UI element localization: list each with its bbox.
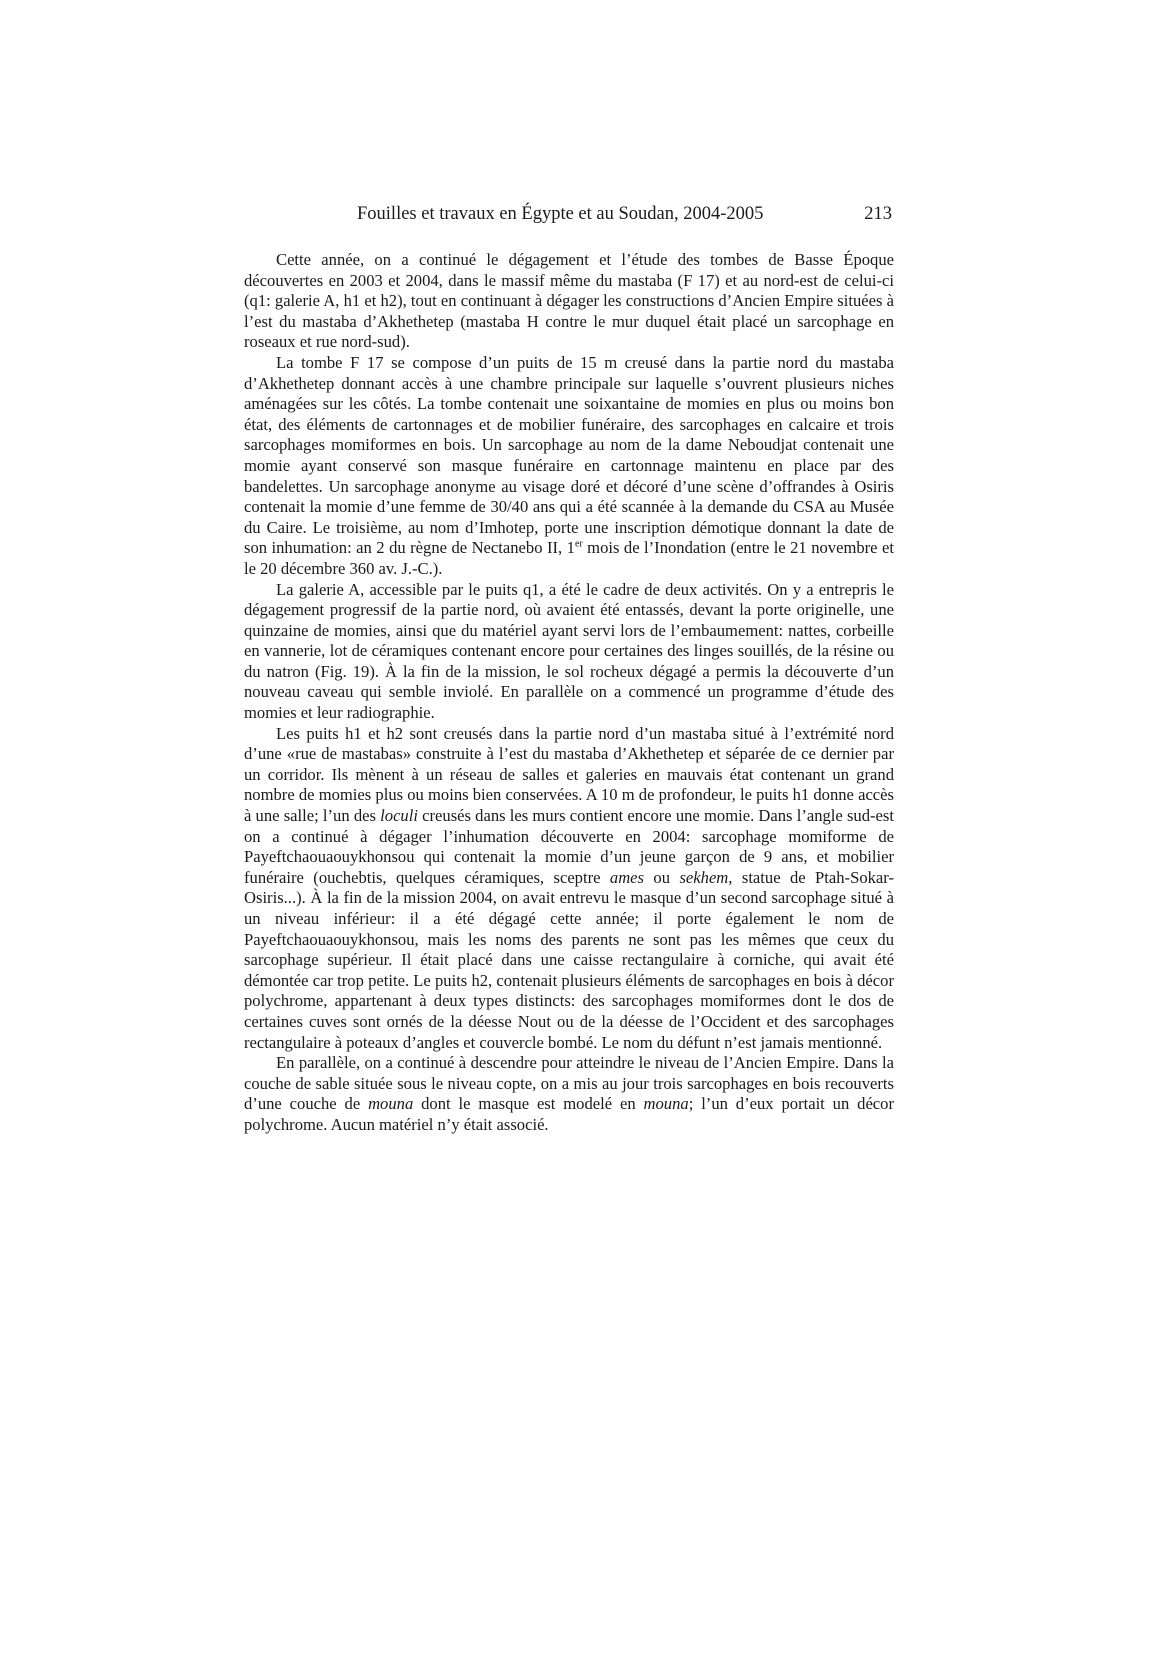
paragraph-3-text: La galerie A, accessible par le puits q1, a été le cadre de deux activités. On y a entrepris le dégagement progressif de la partie nord, où avaient été entassés, devant la porte originelle, une quinzaine de momies, ainsi que du matériel ayant servi lors de l’embaumement: nattes, corbeille en vannerie, lot de céramiques contenant encore pour certaines des linges souillés, de la résine ou du natron (Fig. 19). À la fin de la mission, le sol rocheux dégagé a permis la découverte d’un nouveau caveau qui semble inviolé. En parallèle on a commencé un programme d’étude des momies et leur radiographie. bbox=[244, 579, 894, 723]
body-text bbox=[244, 250, 894, 1136]
paragraph-2-text-b: mois de l’Inondation (entre le 21 novembre et le 20 décembre 360 av. J.-C.). bbox=[244, 538, 894, 578]
paragraph-4 bbox=[244, 724, 894, 1054]
paragraph-5-text-c: ; l’un d’eux portait un décor polychrome. Aucun matériel n’y était associé. bbox=[244, 1094, 894, 1134]
term-mouna-1: mouna bbox=[368, 1094, 414, 1114]
paragraph-4-text-c: ou bbox=[644, 867, 680, 887]
page-number: 213 bbox=[864, 204, 892, 224]
paragraph-3 bbox=[244, 580, 894, 724]
paragraph-1 bbox=[244, 250, 894, 353]
paragraph-2 bbox=[244, 353, 894, 580]
paragraph-1-text: Cette année, on a continué le dégagement et l’étude des tombes de Basse Époque découvertes en 2003 et 2004, dans le massif même du mastaba (F 17) et au nord-est de celui-ci (q1: galerie A, h1 et h2), tout en continuant à dégager les constructions d’Ancien Empire situées à l’est du mastaba d’Akhethetep (mastaba H contre le mur duquel était placé un sarcophage en roseaux et rue nord-sud). bbox=[244, 250, 894, 352]
document-page bbox=[244, 200, 894, 1136]
term-sekhem: sekhem bbox=[679, 867, 729, 887]
ordinal-superscript: er bbox=[574, 538, 583, 550]
term-ames: ames bbox=[609, 867, 645, 887]
paragraph-5-text-b: dont le masque est modelé en bbox=[413, 1094, 644, 1114]
term-loculi: loculi bbox=[380, 806, 418, 826]
paragraph-5 bbox=[244, 1053, 894, 1135]
paragraph-4-text-b: creusés dans les murs contient encore une momie. Dans l’angle sud-est on a continué à dégager l’inhumation découverte en 2004: sarcophage momiforme de Payeftchaouaouykhonsou qui contenait la momie d’un jeune garçon de 9 ans, et mobilier funéraire (ouchebtis, quelques céramiques, sceptre bbox=[244, 806, 894, 887]
paragraph-4-text-d: , statue de Ptah-Sokar-Osiris...). À la fin de la mission 2004, on avait entrevu le masque d’un second sarcophage situé à un niveau inférieur: il a été dégagé cette année; il porte également le nom de Payeftchaouaouykhonsou, mais les noms des parents ne sont pas les mêmes que ceux du sarcophage supérieur. Il était placé dans une caisse rectangulaire à corniche, qui avait été démontée car trop petite. Le puits h2, contenait plusieurs éléments de sarcophages en bois à décor polychrome, appartenant à deux types distincts: des sarcophages momiformes dont le dos de certaines cuves sont ornés de la déesse Nout ou de la déesse de l’Occident et des sarcophages rectangulaire à poteaux d’angles et couvercle bombé. Le nom du défunt n’est jamais mentionné. bbox=[244, 867, 894, 1052]
paragraph-2-text-a: La tombe F 17 se compose d’un puits de 15 m creusé dans la partie nord du mastaba d’Akhethetep donnant accès à une chambre principale sur laquelle s’ouvrent plusieurs niches aménagées sur les côtés. La tombe contenait une soixantaine de momies en plus ou moins bon état, des éléments de cartonnages et de mobilier funéraire, des sarcophages en calcaire et trois sarcophages momiformes en bois. Un sarcophage au nom de la dame Neboudjat contenait une momie ayant conservé son masque funéraire en cartonnage maintenu en place par des bandelettes. Un sarcophage anonyme au visage doré et décoré d’une scène d’offrandes à Osiris contenait la momie d’une femme de 30/40 ans qui a été scannée à la demande du CSA au Musée du Caire. Le troisième, au nom d’Imhotep, porte une inscription démotique donnant la date de son inhumation: an 2 du règne de Nectanebo II, 1 bbox=[244, 352, 894, 558]
paragraph-4-text-a: Les puits h1 et h2 sont creusés dans la partie nord d’un mastaba situé à l’extrémité nord d’une «rue de mastabas» construite à l’est du mastaba d’Akhethetep et séparée de ce dernier par un corridor. Ils mènent à un réseau de salles et galeries en mauvais état contenant un grand nombre de momies plus ou moins bien conservées. A 10 m de profondeur, le puits h1 donne accès à une salle; l’un des bbox=[244, 723, 894, 826]
paragraph-5-text-a: En parallèle, on a continué à descendre pour atteindre le niveau de l’Ancien Empire. Dans la couche de sable située sous le niveau copte, on a mis au jour trois sarcophages en bois recouverts d’une couche de bbox=[244, 1053, 894, 1114]
running-title: Fouilles et travaux en Égypte et au Soudan, 2004-2005 bbox=[357, 204, 764, 224]
term-mouna-2: mouna bbox=[643, 1094, 689, 1114]
running-header bbox=[244, 200, 894, 228]
